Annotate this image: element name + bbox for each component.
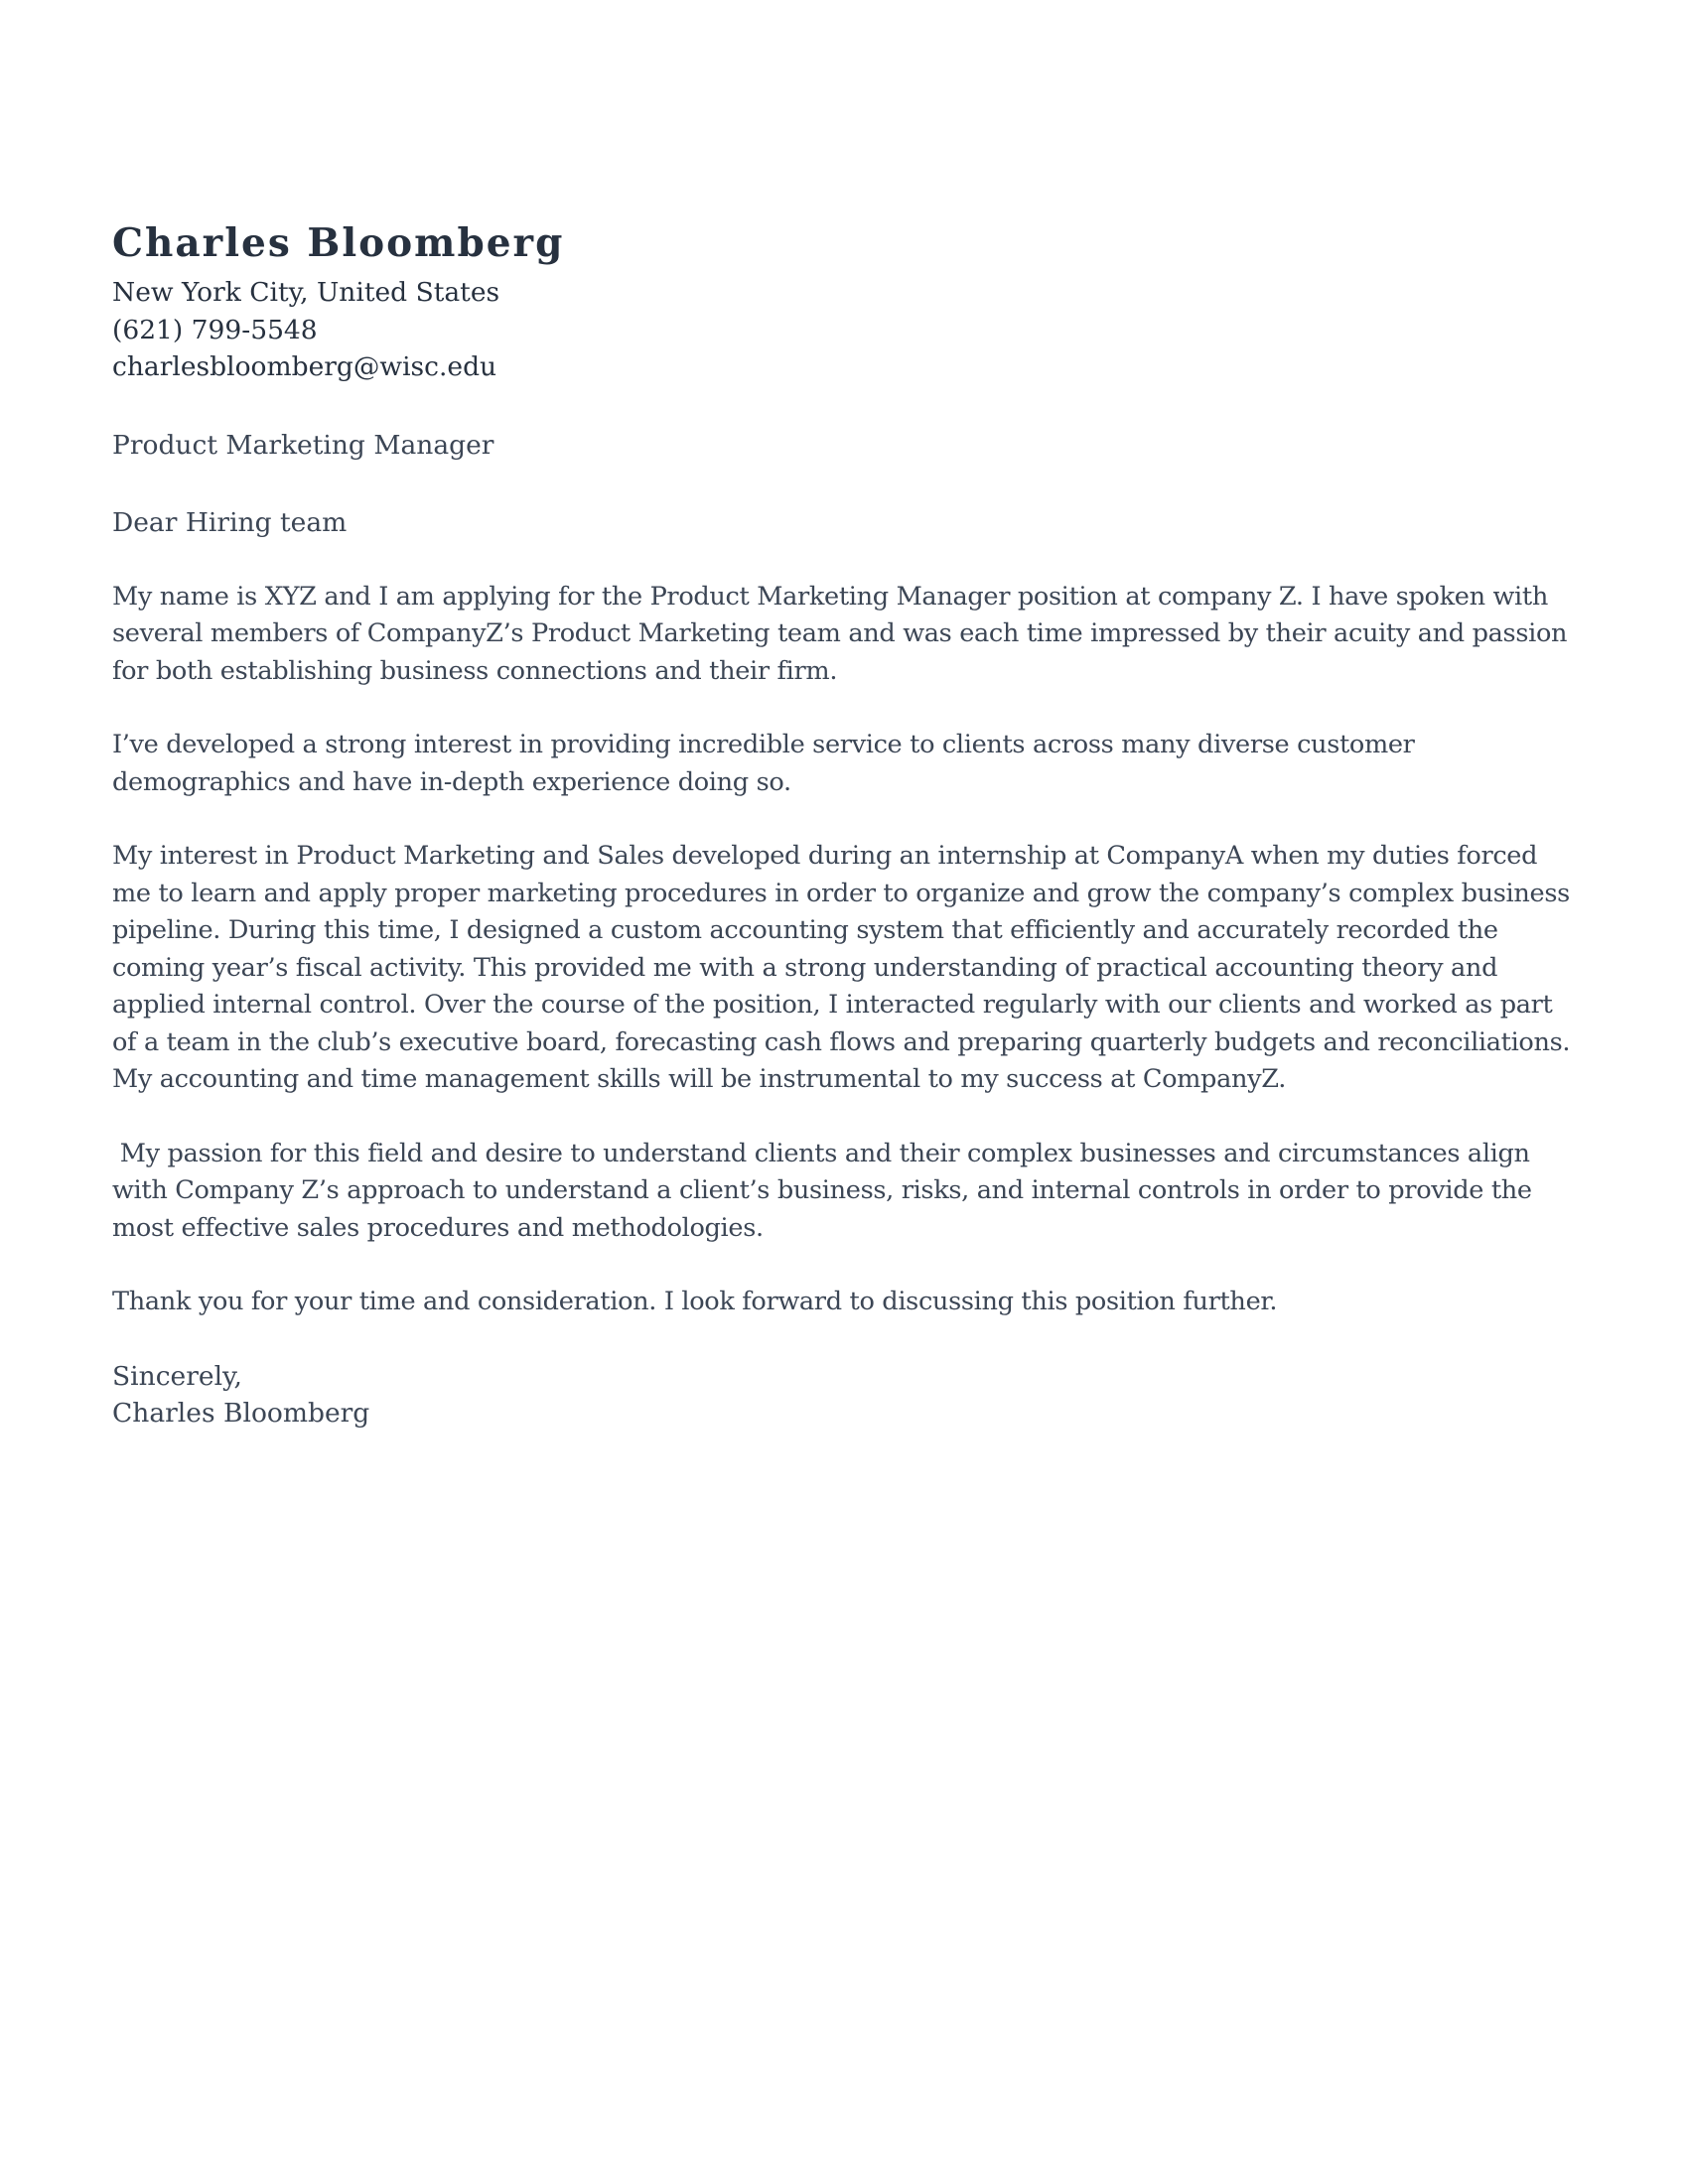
email-text: charlesbloomberg@wisc.edu	[112, 351, 497, 382]
position-title: Product Marketing Manager	[112, 429, 494, 461]
applicant-name: Charles Bloomberg	[112, 220, 565, 266]
location-text: New York City, United States	[112, 277, 500, 308]
salutation: Dear Hiring team	[112, 507, 348, 538]
paragraph-passion: My passion for this field and desire to understand clients and their complex businesses and circumstances align with Company Z’s approach to understand a client’s business, risks, and internal controls in order to provide the most effective sales procedures and methodologies.	[112, 1138, 1540, 1243]
cover-letter	[112, 216, 1582, 1433]
signature-name: Charles Bloomberg	[112, 1398, 370, 1429]
closing-text: Sincerely,	[112, 1360, 242, 1392]
paragraph-intro: My name is XYZ and I am applying for the Product Marketing Manager position at company Z. I have spoken with several members of CompanyZ’s Product Marketing team and was each time impressed by their acuity and passion for both establishing business connections and their firm.	[112, 581, 1568, 686]
paragraph-thanks: Thank you for your time and consideration. I look forward to discussing this position further.	[112, 1287, 1278, 1316]
paragraph-experience: My interest in Product Marketing and Sales developed during an internship at CompanyA when my duties forced me to learn and apply proper marketing procedures in order to organize and grow the company’s complex business pipeline. During this time, I designed a custom accounting system that efficiently and accurately recorded the coming year’s fiscal activity. This provided me with a strong understanding of practical accounting theory and applied internal control. Over the course of the position, I interacted regularly with our clients and worked as part of a team in the club’s executive board, forecasting cash flows and preparing quarterly budgets and reconciliations. My accounting and time management skills will be instrumental to my success at CompanyZ.	[112, 841, 1578, 1094]
paragraph-interest: I’ve developed a strong interest in providing incredible service to clients across many diverse customer demographics and have in-depth experience doing so.	[112, 730, 1415, 797]
phone-text: (621) 799-5548	[112, 314, 318, 345]
closing-block	[112, 1358, 1582, 1433]
contact-block	[112, 274, 1582, 386]
